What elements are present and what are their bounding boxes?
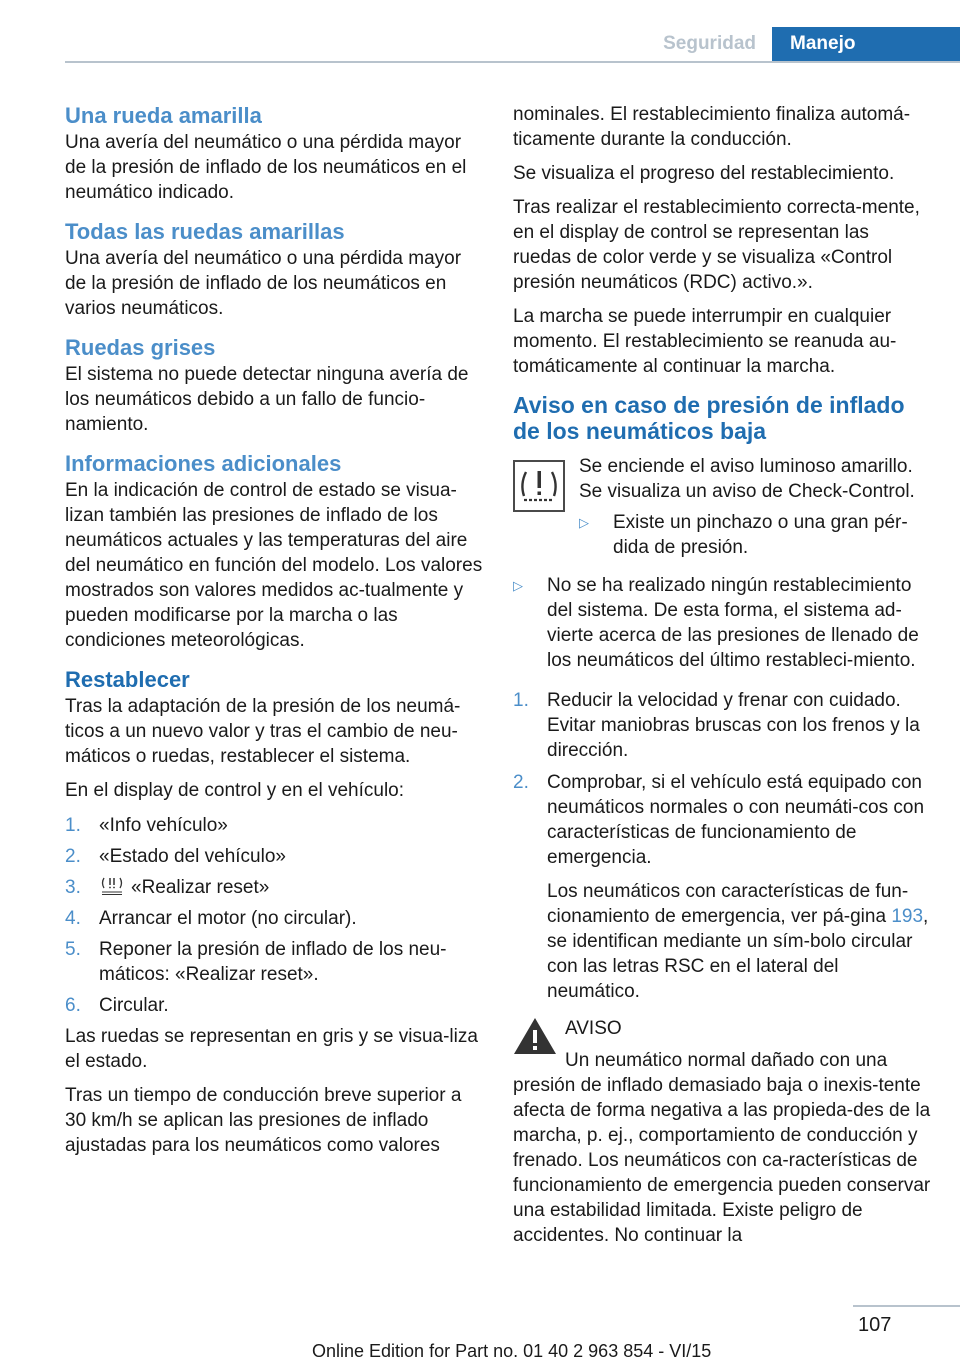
text-info-adicional: En la indicación de control de estado se visua-lizan también las presiones de inflado de los neumáticos actuales y las temperaturas del aire del neumático en función del modelo. Los valores mostrados son valores medidos ac-tualmente y pueden modificarse por la marcha o las condiciones meteorológicas. [65, 480, 483, 651]
section-restablecer [65, 666, 485, 1158]
text-todas-ruedas: Una avería del neumático o una pérdida mayor de la presión de inflado de los neumáticos en varios neumáticos. [65, 248, 462, 319]
header-rule [65, 61, 960, 63]
caution-text: Un neumático normal dañado con una presión de inflado demasiado baja o inexis-tente afecta de forma negativa a las propieda-des de la marcha, p. ej., comportamiento de conducción y frenado. Los neumáticos con ca-racterísticas de funcionamiento de emergencia pueden conservar una estabilidad limitada. Existe peligro de accidentes. No continuar la [513, 1050, 931, 1246]
caution-title: AVISO [565, 1018, 622, 1039]
edition-line: Online Edition for Part no. 01 40 2 963 854 - VI/15 [312, 1341, 712, 1361]
list-item: 6. Circular. [65, 995, 169, 1016]
warning-triangle-icon [513, 1016, 557, 1056]
heading-una-rueda: Una rueda amarilla [65, 103, 262, 128]
list-item: 1. «Info vehículo» [65, 815, 228, 836]
page-number: 107 [858, 1314, 892, 1336]
outer-bullet-list [513, 573, 931, 673]
heading-restablecer: Restablecer [65, 667, 190, 692]
text-restablecer-2: En el display de control y en el vehículo: [65, 780, 405, 801]
text-restablecer-1: Tras la adaptación de la presión de los neumá-ticos a un nuevo valor y tras el cambio de neu-máticos o ruedas, restablecer el sistema. [65, 696, 461, 767]
section-info-adicional [65, 450, 485, 653]
section-todas-ruedas [65, 218, 485, 321]
text-restablecer-3: Las ruedas se representan en gris y se visua-liza el estado. [65, 1026, 478, 1072]
page-link[interactable]: 193 [891, 906, 924, 927]
tire-reset-icon [99, 876, 125, 896]
text-una-rueda: Una avería del neumático o una pérdida mayor de la presión de inflado de los neumáticos en el neumático indicado. [65, 132, 467, 203]
tab-manejo[interactable]: Manejo [772, 27, 960, 61]
text-nominales: nominales. El restablecimiento finaliza automá-ticamente durante la conducción. [513, 104, 911, 150]
list-item: 1. Reducir la velocidad y frenar con cuidado. Evitar maniobras bruscas con los frenos y la dirección. [513, 690, 920, 761]
left-column [65, 102, 485, 1158]
heading-aviso-presion: Aviso en caso de presión de inflado de los neumáticos baja [513, 392, 905, 444]
list-item: ▷ No se ha realizado ningún restablecimiento del sistema. De esta forma, el sistema ad-vierte acerca de las presiones de llenado de los neumáticos del último restableci-miento. [513, 575, 919, 671]
section-una-rueda [65, 102, 485, 205]
text-ruedas-grises: El sistema no puede detectar ninguna avería de los neumáticos debido a un fallo de funcio-namiento. [65, 364, 469, 435]
heading-todas-ruedas: Todas las ruedas amarillas [65, 219, 345, 244]
list-item: 4. Arrancar el motor (no circular). [65, 908, 357, 929]
footer-rule [853, 1305, 960, 1307]
heading-ruedas-grises: Ruedas grises [65, 335, 216, 360]
text-progreso: Se visualiza el progreso del restablecimiento. [513, 163, 895, 184]
caution-box [513, 1016, 931, 1248]
section-ruedas-grises [65, 334, 485, 437]
tire-pressure-warning-icon [513, 460, 565, 512]
heading-info-adicional: Informaciones adicionales [65, 451, 342, 476]
text-aviso-luminoso: Se enciende el aviso luminoso amarillo. Se visualiza un aviso de Check-Control. [579, 456, 915, 502]
list-item: 3. «Realizar reset» [65, 877, 270, 898]
tab-seguridad[interactable]: Seguridad [643, 27, 772, 61]
triangle-bullet-icon: ▷ [513, 578, 523, 593]
text-restablecer-4: Tras un tiempo de conducción breve superior a 30 km/h se aplican las presiones de inflado ajustadas para los neumáticos como valores [65, 1085, 462, 1156]
reset-steps-list [65, 813, 485, 1018]
right-column [513, 102, 931, 1248]
text-interrumpir: La marcha se puede interrumpir en cualquier momento. El restablecimiento se reanuda au-tomáticamente al continuar la marcha. [513, 306, 897, 377]
list-item: 2. «Estado del vehículo» [65, 846, 286, 867]
warning-light-row [513, 454, 931, 560]
inner-bullet-list [579, 510, 931, 560]
pressure-steps-list [513, 688, 931, 1004]
list-item: 2. Comprobar, si el vehículo está equipado con neumáticos normales o con neumáti-cos con características de funcionamiento de emergencia. Los neumáticos con características de fun-cionamiento de emergencia, ver pá-gina 193, se identifican mediante un sím-bolo circular con las letras RSC en el lateral del neumático. [513, 770, 931, 1004]
text-rsc: Los neumáticos con características de fun-cionamiento de emergencia, ver pá-gina 193, se identifican mediante un sím-bolo circular con las letras RSC en el lateral del neumático. [547, 881, 929, 1002]
list-item: 5. Reponer la presión de inflado de los neu-máticos: «Realizar reset». [65, 939, 447, 985]
chapter-tabs [643, 27, 960, 61]
list-item: ▷ Existe un pinchazo o una gran pér-dida de presión. [579, 512, 908, 558]
triangle-bullet-icon: ▷ [579, 515, 589, 530]
text-correcto: Tras realizar el restablecimiento correcta-mente, en el display de control se representan las ruedas de color verde y se visualiza «Control presión neumáticos (RDC) activo.». [513, 197, 920, 293]
